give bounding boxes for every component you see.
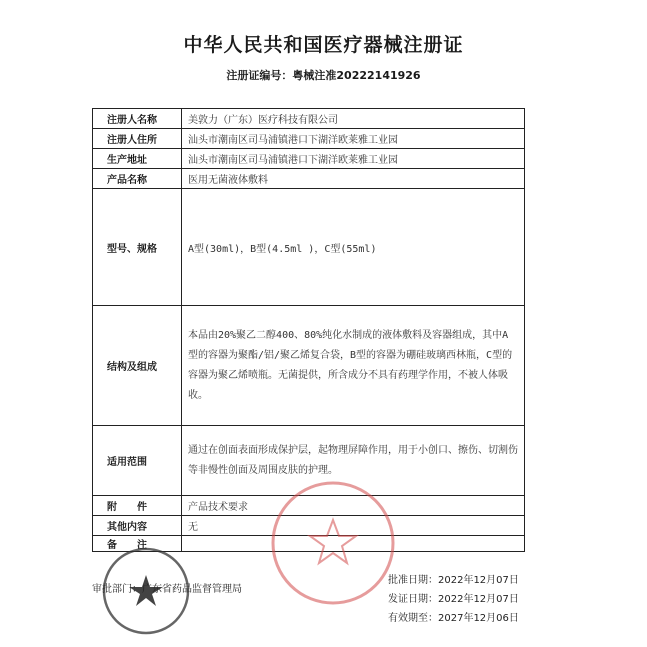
table-row bbox=[93, 189, 525, 306]
approval-date: 批准日期：2022年12月07日 bbox=[388, 575, 519, 586]
label-structure: 结构及组成 bbox=[93, 306, 182, 426]
value-model-spec: A型(30ml)，B型(4.5ml )，C型(55ml) bbox=[182, 189, 525, 306]
label-production-address: 生产地址 bbox=[93, 149, 182, 169]
issue-date: 发证日期：2022年12月07日 bbox=[388, 594, 519, 605]
table-row bbox=[93, 169, 525, 189]
label-registrant-address: 注册人住所 bbox=[93, 129, 182, 149]
approver-text: 审批部门：广东省药品监督管理局 bbox=[92, 584, 242, 595]
registration-number: 注册证编号：粤械注准20222141926 bbox=[226, 69, 421, 82]
table-row bbox=[93, 109, 525, 129]
value-registrant-name: 美敦力（广东）医疗科技有限公司 bbox=[182, 109, 525, 129]
company-seal bbox=[268, 478, 398, 608]
value-product-name: 医用无菌液体敷料 bbox=[182, 169, 525, 189]
value-structure: 本品由20%聚乙二醇400、80%纯化水制成的液体敷料及容器组成，其中A型的容器为聚酯/铝/聚乙烯复合袋，B型的容器为硼硅玻璃西林瓶，C型的容器为聚乙烯喷瓶。无菌提供，所含成分不具有药理学作用，不被人体吸收。 bbox=[182, 306, 525, 426]
value-scope: 通过在创面表面形成保护层，起物理屏障作用，用于小创口、擦伤、切割伤等非慢性创面及周围皮肤的护理。 bbox=[182, 426, 525, 496]
label-scope: 适用范围 bbox=[93, 426, 182, 496]
document-title: 中华人民共和国医疗器械注册证 bbox=[183, 34, 464, 56]
label-registrant-name: 注册人名称 bbox=[93, 109, 182, 129]
valid-until: 有效期至：2027年12月06日 bbox=[388, 613, 519, 624]
value-registrant-address: 汕头市潮南区司马浦镇港口下湖洋欧莱雅工业园 bbox=[182, 129, 525, 149]
label-product-name: 产品名称 bbox=[93, 169, 182, 189]
value-other: 无 bbox=[182, 516, 525, 536]
label-attachment: 附 件 bbox=[93, 496, 182, 516]
table-row bbox=[93, 149, 525, 169]
label-other: 其他内容 bbox=[93, 516, 182, 536]
table-row bbox=[93, 306, 525, 426]
company-seal-icon bbox=[268, 478, 398, 608]
label-remarks: 备 注 bbox=[93, 536, 182, 552]
label-model-spec: 型号、规格 bbox=[93, 189, 182, 306]
value-production-address: 汕头市潮南区司马浦镇港口下湖洋欧莱雅工业园 bbox=[182, 149, 525, 169]
value-attachment: 产品技术要求 bbox=[182, 496, 525, 516]
table-row bbox=[93, 129, 525, 149]
